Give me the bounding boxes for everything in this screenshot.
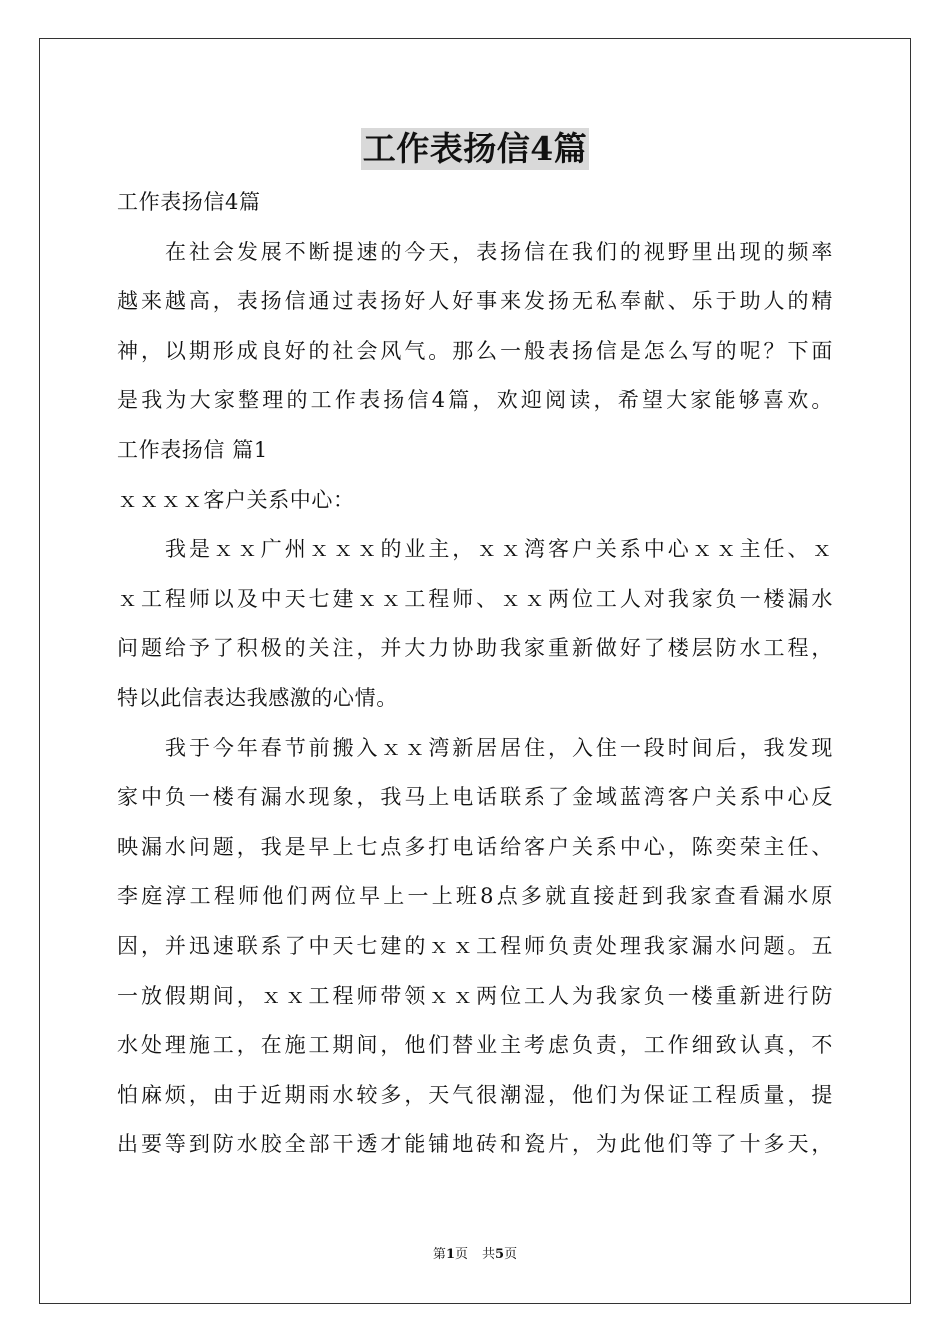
- text-line: 因，并迅速联系了中天七建的ｘｘ工程师负责处理我家漏水问题。五: [117, 933, 833, 958]
- footer-page-suffix: 页: [454, 1247, 468, 1262]
- text-line: 问题给予了积极的关注，并大力协助我家重新做好了楼层防水工程，: [117, 636, 833, 661]
- text-line: 工作表扬信4篇: [117, 190, 261, 214]
- text-line: 我是ｘｘ广州ｘｘｘ的业主，ｘｘ湾客户关系中心ｘｘ主任、ｘ: [165, 537, 833, 562]
- footer-total-suffix: 页: [504, 1247, 518, 1262]
- text-line: ｘ工程师以及中天七建ｘｘ工程师、ｘｘ两位工人对我家负一楼漏水: [117, 586, 833, 611]
- text-line: 是我为大家整理的工作表扬信4篇，欢迎阅读，希望大家能够喜欢。: [117, 388, 833, 413]
- text-line: 怕麻烦，由于近期雨水较多，天气很潮湿，他们为保证工程质量，提: [117, 1082, 833, 1107]
- text-line: 在社会发展不断提速的今天，表扬信在我们的视野里出现的频率: [165, 239, 833, 264]
- footer-total-pages: 5: [495, 1247, 505, 1262]
- text-line: 家中负一楼有漏水现象，我马上电话联系了金域蓝湾客户关系中心反: [117, 785, 833, 810]
- page-footer: [0, 1246, 950, 1264]
- text-line: ｘｘｘｘ客户关系中心：: [117, 487, 355, 512]
- text-line: 李庭淳工程师他们两位早上一上班8点多就直接赶到我家查看漏水原: [117, 884, 833, 909]
- text-line: 工作表扬信 篇1: [117, 437, 268, 462]
- text-line: 特以此信表达我感激的心情。: [117, 685, 398, 710]
- text-line: 一放假期间，ｘｘ工程师带领ｘｘ两位工人为我家负一楼重新进行防: [117, 983, 833, 1008]
- footer-total-prefix: 共: [482, 1247, 496, 1262]
- text-line: 映漏水问题，我是早上七点多打电话给客户关系中心，陈奕荣主任、: [117, 834, 833, 859]
- footer-page-number: 1: [445, 1247, 455, 1262]
- document-title: 工作表扬信4篇: [362, 129, 588, 168]
- text-line: 神，以期形成良好的社会风气。那么一般表扬信是怎么写的呢？下面: [117, 338, 833, 363]
- text-line: 越来越高，表扬信通过表扬好人好事来发扬无私奉献、乐于助人的精: [117, 289, 833, 314]
- document-body: [117, 178, 833, 1170]
- text-line: 出要等到防水胶全部干透才能铺地砖和瓷片，为此他们等了十多天，: [117, 1132, 833, 1157]
- text-line: 我于今年春节前搬入ｘｘ湾新居居住，入住一段时间后，我发现: [165, 735, 833, 760]
- title-container: [0, 128, 950, 170]
- footer-page-prefix: 第: [432, 1247, 446, 1262]
- text-line: 水处理施工，在施工期间，他们替业主考虑负责，工作细致认真，不: [117, 1033, 833, 1058]
